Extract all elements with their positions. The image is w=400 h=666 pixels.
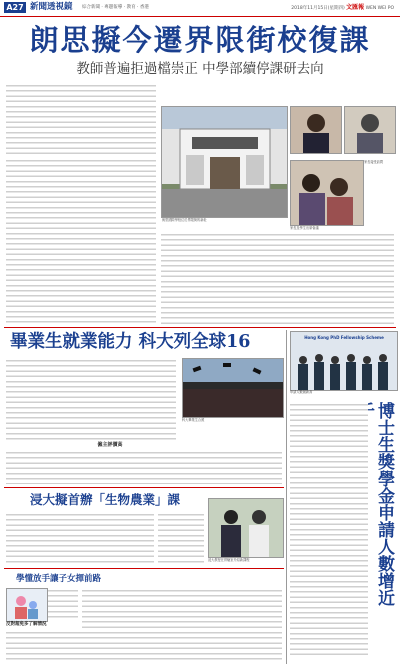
dateline bbox=[291, 4, 394, 13]
lead-photo-caption-2: 家長接受訪問 bbox=[364, 160, 384, 164]
story3-photo-lab bbox=[208, 498, 284, 558]
lead-body-left bbox=[6, 83, 156, 155]
lead-photo-parent bbox=[290, 106, 342, 154]
side-banner: Hong Kong PhD Fellowship Scheme bbox=[304, 335, 384, 340]
side-photo-ceremony bbox=[290, 331, 398, 391]
side-body bbox=[290, 402, 368, 658]
story2-photo-graduates bbox=[182, 358, 284, 418]
lead-photo-caption-1: 朗思國際學校位於界限街的新址 bbox=[162, 218, 207, 222]
story2-headline: 畢業生就業能力 科大列全球16 bbox=[10, 332, 251, 352]
section-title: 新聞透視鏡 bbox=[30, 2, 73, 12]
issue-date: 2018年11月15日(星期四) bbox=[291, 6, 345, 11]
side-headline: 博士生獎學金申請人數增近 bbox=[374, 402, 394, 606]
story2-subhead: 僱主評價高 bbox=[97, 442, 123, 448]
story4-illustration bbox=[6, 588, 48, 622]
story3-headline: 浸大擬首辦「生物農業」課 bbox=[30, 492, 181, 507]
lead-photo-group bbox=[290, 160, 364, 226]
side-photo-caption: 申請人數創新高 bbox=[290, 390, 313, 394]
page-number: A27 bbox=[4, 2, 26, 13]
section-divider-1 bbox=[4, 327, 396, 328]
story4-body bbox=[48, 588, 78, 620]
story3-body-2 bbox=[158, 512, 204, 564]
story4-subhead: 反對超免多了解情況 bbox=[6, 622, 47, 627]
lead-body-columns bbox=[6, 158, 156, 326]
lead-subheadline: 教師普遍拒過檔崇正 中學部續停課研去向 bbox=[76, 61, 324, 77]
story4-body-columns bbox=[82, 588, 282, 628]
lead-photo-caption-3: 家長及學生出席會議 bbox=[290, 226, 319, 230]
paper-name-en: WEN WEI PO bbox=[365, 6, 394, 11]
story2-photo-caption: 科大畢業生合照 bbox=[182, 418, 205, 422]
section-divider-3 bbox=[4, 568, 284, 569]
subsection-list: 綜合新聞 · 專題報導 · 教育 · 香港 bbox=[82, 5, 149, 10]
story4-body-lower bbox=[6, 630, 282, 662]
lead-photo-school bbox=[161, 106, 288, 218]
story3-body bbox=[6, 512, 154, 564]
lead-photo-parent-2 bbox=[344, 106, 396, 154]
column-divider bbox=[286, 330, 287, 664]
building-illustration bbox=[162, 107, 287, 217]
story2-body bbox=[6, 358, 176, 440]
story3-photo-caption: 浸大教授在實驗室介紹新課程 bbox=[208, 558, 250, 562]
story4-headline: 學懂放手讓子女揮前路 bbox=[16, 574, 102, 584]
section-divider-2 bbox=[4, 487, 284, 488]
lead-body-right bbox=[161, 232, 394, 326]
paper-name: 文匯報 bbox=[346, 4, 365, 11]
lead-headline: 朗思擬今遷界限街校復課 bbox=[29, 23, 371, 57]
story2-body-lower bbox=[6, 450, 282, 484]
